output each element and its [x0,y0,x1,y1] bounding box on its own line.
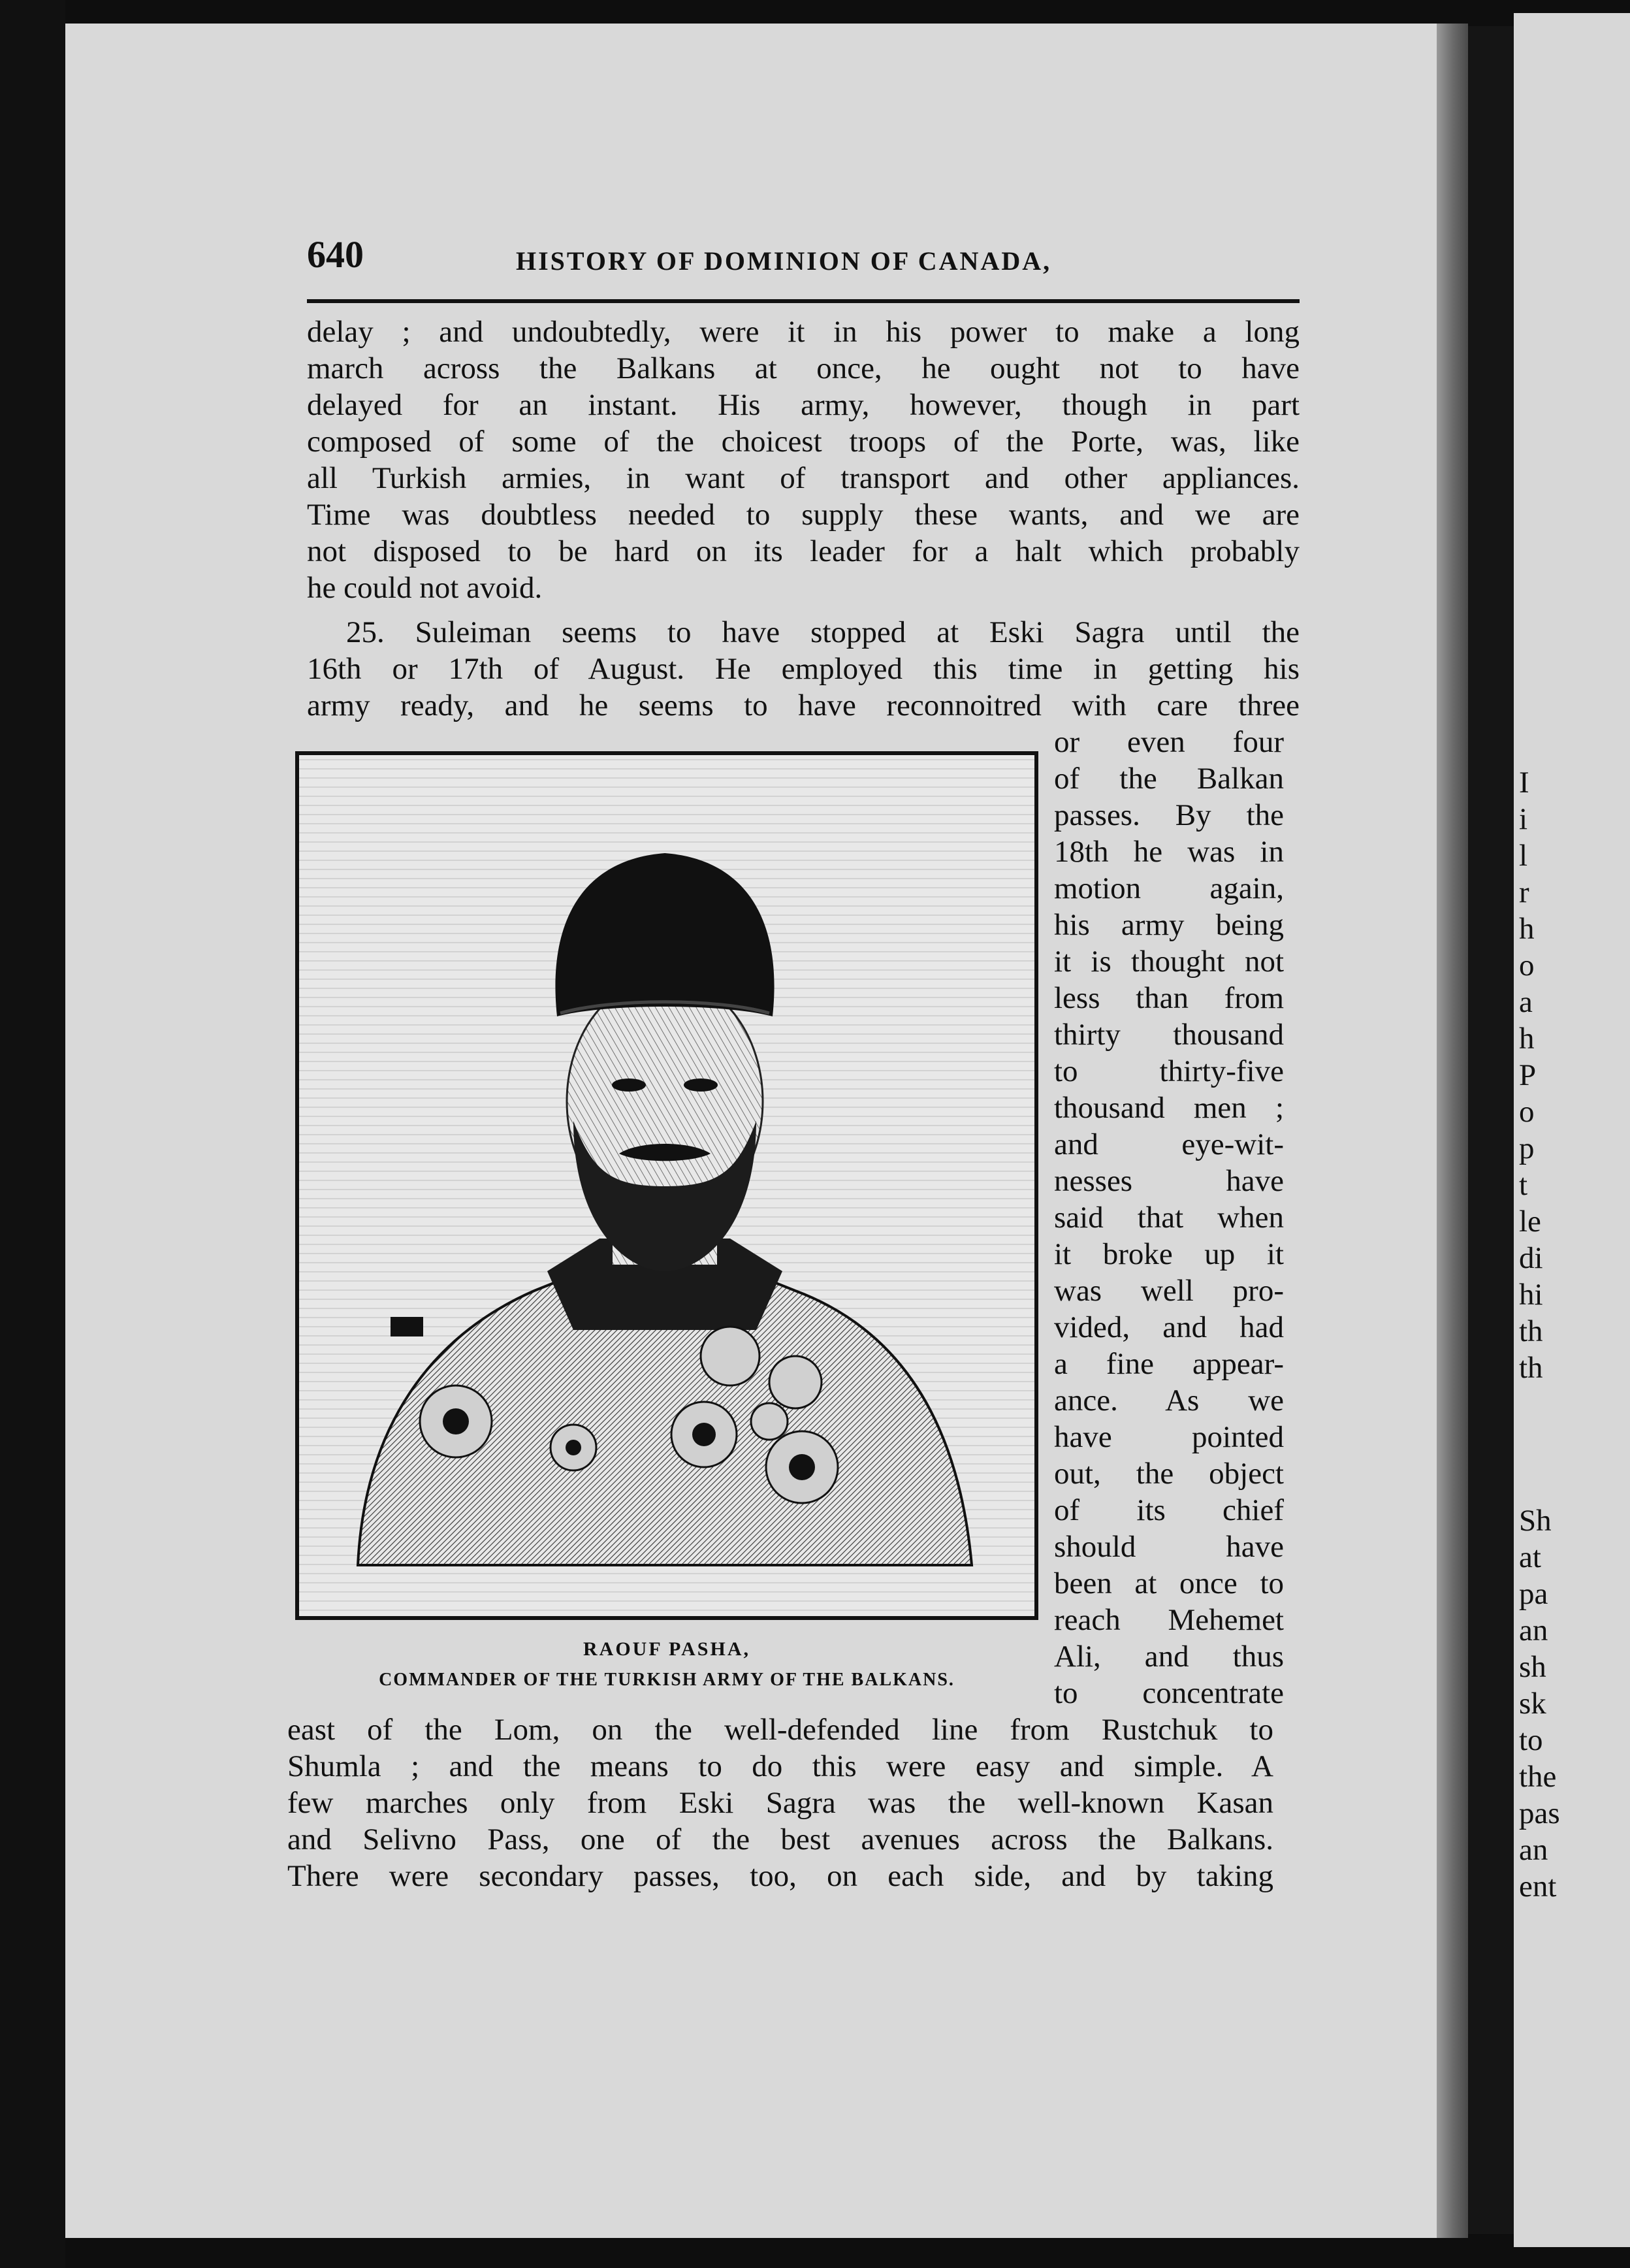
text-line: delayed for an instant. His army, however, though in part [307,388,1300,422]
text-line: been at once to [1054,1566,1284,1600]
fragment: o [1519,1095,1535,1129]
text-line: have pointed [1054,1420,1284,1454]
paragraph-25-start: 25. Suleiman seems to have stopped at Eski Sagra until the [346,615,1300,649]
text-line: all Turkish armies, in want of transport and other appliances. [307,461,1300,495]
text-line: should have [1054,1530,1284,1564]
text-line: or even four [1054,725,1284,759]
text-line: to thirty-five [1054,1054,1284,1088]
fragment: sk [1519,1687,1546,1721]
portrait-engraving [295,751,1038,1620]
fragment: h [1519,912,1535,946]
fragment: at [1519,1540,1541,1574]
text-line: east of the Lom, on the well-defended line from Rustchuk to [287,1713,1273,1747]
fragment: the [1519,1760,1557,1794]
text-line: said that when [1054,1201,1284,1235]
text-line: out, the object [1054,1457,1284,1491]
text-line: his army being [1054,908,1284,942]
text-line: 16th or 17th of August. He employed this time in getting his [307,652,1300,686]
fragment: pas [1519,1796,1560,1830]
text-line: 18th he was in [1054,835,1284,869]
book-spine [1468,26,1514,2234]
figure-caption-name: RAOUF PASHA, [583,1638,750,1660]
fragment: Sh [1519,1504,1552,1538]
text-line: thirty thousand [1054,1018,1284,1052]
page-number: 640 [307,233,364,276]
fragment: th [1519,1314,1543,1348]
page-gutter-shadow [1437,24,1468,2238]
fragment: a [1519,985,1533,1019]
page-header [307,233,1300,285]
text-line: he could not avoid. [307,571,543,605]
figure-caption-title: COMMANDER OF THE TURKISH ARMY OF THE BALKANS. [379,1670,955,1690]
fragment: hi [1519,1278,1543,1312]
text-line: of its chief [1054,1493,1284,1527]
text-line: march across the Balkans at once, he ought not to have [307,351,1300,385]
text-line: it broke up it [1054,1237,1284,1271]
text-line: passes. By the [1054,798,1284,832]
header-rule [307,299,1300,303]
fragment: h [1519,1022,1535,1056]
text-line: Shumla ; and the means to do this were easy and simple. A [287,1749,1273,1783]
fragment: l [1519,839,1528,873]
text-line: a fine appear- [1054,1347,1284,1381]
text-line: it is thought not [1054,945,1284,979]
text-line: Time was doubtless needed to supply these wants, and we are [307,498,1300,532]
fragment: to [1519,1723,1543,1757]
text-line: There were secondary passes, too, on each side, and by taking [287,1859,1273,1893]
fragment: p [1519,1131,1535,1165]
text-line: motion again, [1054,871,1284,905]
text-line: and Selivno Pass, one of the best avenues across the Balkans. [287,1822,1273,1856]
text-line: was well pro- [1054,1274,1284,1308]
fragment: an [1519,1613,1548,1647]
fragment: o [1519,948,1535,982]
fragment: pa [1519,1577,1548,1611]
text-line: thousand men ; [1054,1091,1284,1125]
portrait-illustration [299,755,1034,1616]
text-line: ance. As we [1054,1384,1284,1418]
text-line: army ready, and he seems to have reconnoitred with care three [307,688,1300,722]
text-line: not disposed to be hard on its leader for a halt which probably [307,534,1300,568]
fragment: an [1519,1833,1548,1867]
text-line: less than from [1054,981,1284,1015]
fragment: di [1519,1241,1543,1275]
fragment: sh [1519,1650,1546,1684]
fragment: i [1519,802,1528,836]
text-line: composed of some of the choicest troops of the Porte, was, like [307,425,1300,459]
fragment: ent [1519,1870,1557,1904]
running-head: HISTORY OF DOMINION OF CANADA, [516,246,1052,276]
fragment: P [1519,1058,1537,1092]
text-line: Ali, and thus [1054,1640,1284,1674]
scan-background-left [0,0,65,2268]
text-line: and eye-wit- [1054,1127,1284,1161]
fragment: th [1519,1351,1543,1385]
text-line: of the Balkan [1054,762,1284,796]
fragment: t [1519,1168,1528,1202]
text-line: vided, and had [1054,1310,1284,1344]
text-line: to concentrate [1054,1676,1284,1710]
text-line: delay ; and undoubtedly, were it in his power to make a long [307,315,1300,349]
text-line: few marches only from Eski Sagra was the well-known Kasan [287,1786,1273,1820]
fragment: r [1519,875,1529,909]
text-line: nesses have [1054,1164,1284,1198]
text-line: reach Mehemet [1054,1603,1284,1637]
fragment: I [1519,766,1529,800]
fragment: le [1519,1205,1541,1239]
